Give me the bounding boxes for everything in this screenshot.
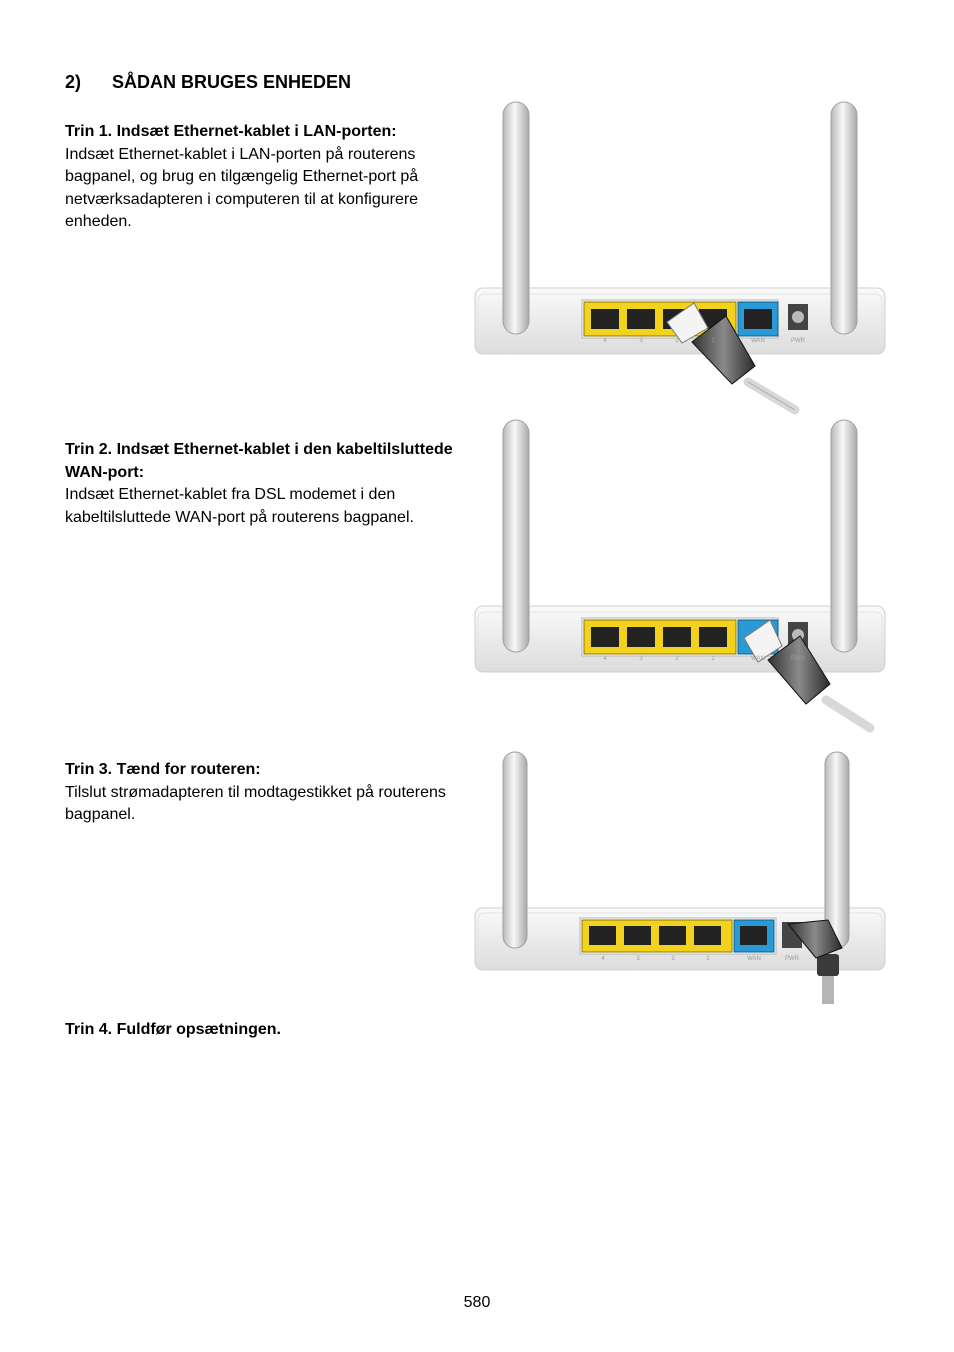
step-3 [65,759,455,827]
lan-port-label: 1 [706,956,710,962]
router-power-illustration [470,748,890,1008]
right-antenna [825,752,849,948]
pwr-label: PWR [785,956,799,962]
step-body: Tilslut strømadapteren til modtagestikket på routerens bagpanel. [65,783,446,823]
lan-port-label: 4 [603,338,607,344]
step-body: Indsæt Ethernet-kablet fra DSL modemet i den kabeltilsluttede WAN-port på routerens bagpanel. [65,486,414,526]
wan-port-label: WAN [751,656,765,662]
step-title: Trin 4. Fuldfør opsætningen. [65,1021,281,1038]
step-title: Trin 1. Indsæt Ethernet-kablet i LAN-porten: [65,123,397,140]
step-2 [65,439,465,529]
lan-port-label: 3 [636,956,640,962]
router-wan-illustration [470,416,890,736]
lan-ports [584,620,736,654]
right-antenna [831,420,857,652]
left-antenna [503,102,529,334]
step-title: Trin 2. Indsæt Ethernet-kablet i den kabeltilsluttede WAN-port: [65,441,453,481]
lan-port-label: 4 [601,956,605,962]
lan-ports [582,920,732,952]
section-title: SÅDAN BRUGES ENHEDEN [112,72,352,92]
lan-port-label: 3 [639,338,643,344]
page-number: 580 [463,1294,491,1311]
step-body: Indsæt Ethernet-kablet i LAN-porten på routerens bagpanel, og brug en tilgængelig Ethernet-port på netværksadapteren i computeren til at konfigurere enheden. [65,145,419,230]
wan-port [738,302,778,336]
lan-port-label: 1 [711,338,715,344]
wan-port-label: WAN [747,956,761,962]
left-antenna [503,420,529,652]
step-title: Trin 3. Tænd for routeren: [65,761,261,778]
lan-port-label: 3 [639,656,643,662]
power-jack [788,304,808,330]
step-1 [65,121,455,234]
left-antenna [503,752,527,948]
wan-port-label: WAN [751,338,765,344]
wan-port [734,920,774,952]
pwr-label: PWR [791,338,805,344]
lan-port-label: 4 [603,656,607,662]
section-number: 2) [65,72,82,92]
lan-port-label: 2 [675,656,679,662]
pwr-label: PWR [791,656,805,662]
router-lan-illustration [470,98,890,418]
lan-port-label: 2 [675,338,679,344]
section-heading [65,72,351,93]
lan-port-label: 1 [711,656,715,662]
step-4 [65,1019,455,1042]
right-antenna [831,102,857,334]
lan-port-label: 2 [671,956,675,962]
